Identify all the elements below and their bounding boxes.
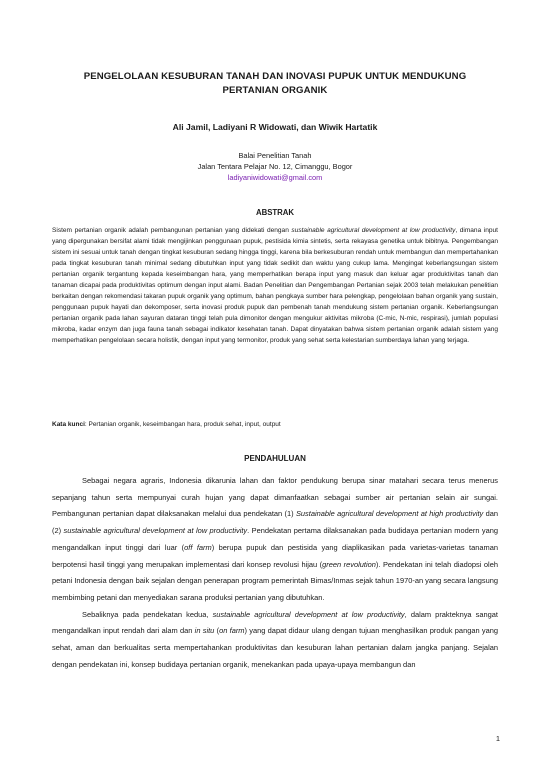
abstract-heading: ABSTRAK [255,208,295,217]
institution-name: Balai Penelitian Tanah [238,151,312,160]
author-list: Ali Jamil, Ladiyani R Widowati, dan Wiwik Hartatik [172,122,378,132]
affiliation-block [40,150,510,183]
keywords-list: : Pertanian organik, keseimbangan hara, produk sehat, input, output [84,421,281,428]
page-number: 1 [495,734,500,743]
author-email[interactable]: ladiyaniwidowati@gmail.com [227,173,323,182]
intro-paragraph-1: Sebagai negara agraris, Indonesia dikarunia lahan dan faktor pendukung berupa sinar matahari secara terus menerus sepanjang tahun serta mempunyai curah hujan yang dapat dimanfaatkan sebagai sumber air pertanian selain air sungai. Pembangunan pertanian dapat dilaksanakan melalui dua pendekatan (1) Sustainable agricultural development at high productivity dan (2) sustainable agricultural development at low productivity. Pendekatan pertama dilaksanakan pada budidaya pertanian modern yang mengandalkan input tinggi dari luar (off farm) berupa pupuk dan pestisida yang diaplikasikan pada varietas-varietas tanaman berpotensi hasil tinggi yang merupakan implementasi dari konsep revolusi hijau (green revolution). Pendekatan ini telah diadopsi oleh petani Indonesia dengan baik sejalan dengan penerapan program pemerintah Bimas/Inmas sejak tahun 1970-an yang secara langsung membimbing petani dan menyediakan sarana produksi pertanian yang dibutuhkan. [52,476,499,602]
keywords-label: Kata kunci [52,421,85,428]
introduction-body [52,473,498,673]
intro-paragraph-2: Sebaliknya pada pendekatan kedua, sustainable agricultural development at low productivity, dalam prakteknya sangat mengandalkan input rendah dari alam dan in situ (on farm) yang dapat didaur ulang dengan tujuan menghasilkan produk pangan yang sehat, aman dan berkualitas serta mempertahankan produktivitas dan kesuburan lahan pertanian dalam jangka panjang. Sejalan dengan pendekatan ini, konsep budidaya pertanian organik, menekankan pada upaya-upaya membangun dan [52,609,499,669]
keywords [52,420,498,430]
section-heading-introduction: PENDAHULUAN [244,454,306,463]
abstract-text: Sistem pertanian organik adalah pembangunan pertanian yang didekati dengan sustainable agricultural development at low productivity, dimana input yang dipergunakan bersifat alami tidak mengijinkan penggunaan pupuk, pestisida kimia sintetis, serta rekayasa genetika untuk bibitnya. Pengembangan sistem ini sesuai untuk tanah dengan tingkat kesuburan sedang hingga tinggi, karena bila berkesuburan rendah untuk membangun dan mempertahankan pada tingkat kesuburan tanah minimal sedang dibutuhkan input yang tidak sedikit dan waktu yang cukup lama. Mengingat keberlangsungan sistem pertanian organik tergantung kepada keseimbangan hara, yang memperhatikan berapa input yang masuk dan keluar agar produktivitas tanah dan tanaman dicapai pada produktivitas optimum dengan input alami. Badan Penelitian dan Pengembangan Pertanian sejak 2003 telah melakukan penelitian berkaitan dengan rekomendasi takaran pupuk organik yang optimum, bahan pengkaya sumber hara pelengkap, pengelolaan bahan organik yang sustain, penggunaan pupuk hayati dan dekomposer, serta inovasi produk pupuk dan pembenah tanah mendukung sistem pertanian organik. Keberlangsungan pertanian organik pada lahan sayuran dataran tinggi telah pula dimonitor dengan mengukur aktivitas mikroba (C-mic, N-mic, respirasi), jumlah populasi mikroba, kadar enzym dan juga fauna tanah sebagai indikator kesehatan tanah. Dapat dinyatakan bahwa sistem pertanian organik adalah sistem yang memperhatikan pengelolaan secara holistik, dengan input yang termonitor, produk yang sehat serta kelestarian sumberdaya lahan yang terjaga. [52,227,498,345]
institution-address: Jalan Tentara Pelajar No. 12, Cimanggu, Bogor [197,162,353,171]
paper-title: PENGELOLAAN KESUBURAN TANAH DAN INOVASI PUPUK UNTUK MENDUKUNG PERTANIAN ORGANIK [83,71,467,96]
